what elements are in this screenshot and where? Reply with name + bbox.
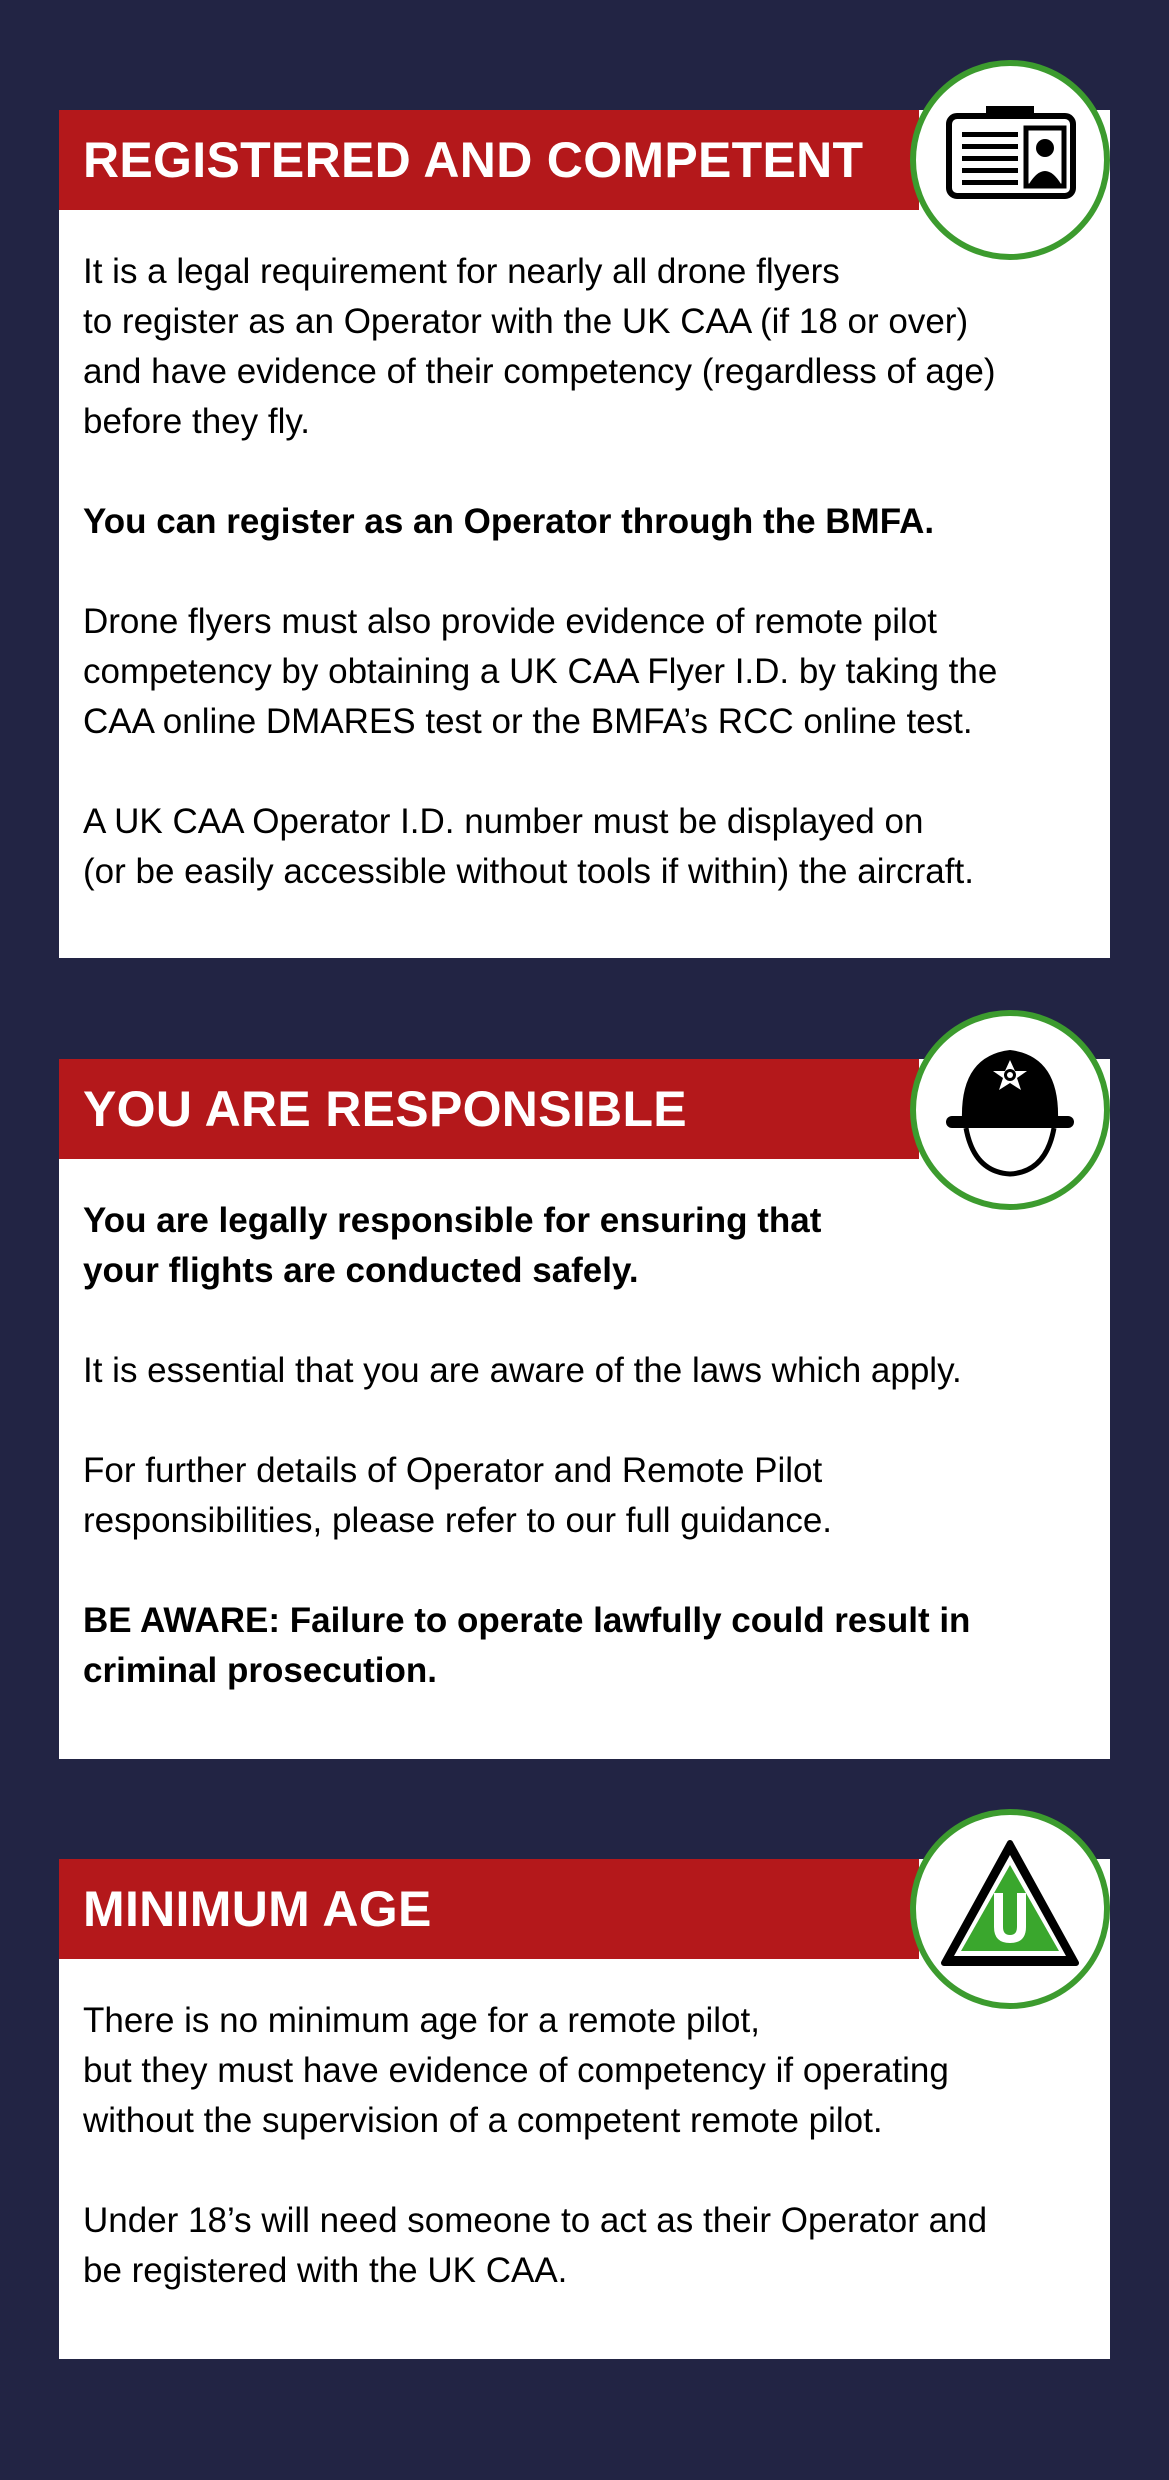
- paragraph: For further details of Operator and Remote Pilot responsibilities, please refer to our full guidance.: [83, 1451, 833, 1540]
- section-body: [83, 247, 1093, 897]
- paragraph-warning: BE AWARE: Failure to operate lawfully could result in criminal prosecution.: [83, 1601, 971, 1690]
- section-banner: [59, 110, 919, 210]
- paragraph: There is no minimum age for a remote pilot, but they must have evidence of competency if operating without the supervision of a competent remote pilot.: [83, 2001, 949, 2140]
- section-body: [83, 1196, 1093, 1696]
- paragraph-emphasis: You are legally responsible for ensuring that your flights are conducted safely.: [83, 1201, 822, 1290]
- section-banner: [59, 1859, 919, 1959]
- section-banner: [59, 1059, 919, 1159]
- paragraph: It is essential that you are aware of the laws which apply.: [83, 1351, 962, 1390]
- paragraph: It is a legal requirement for nearly all drone flyers to register as an Operator with the UK CAA (if 18 or over) and have evidence of their competency (regardless of age) before they fly.: [83, 252, 996, 441]
- paragraph: Under 18’s will need someone to act as their Operator and be registered with the UK CAA.: [83, 2201, 988, 2290]
- paragraph: Drone flyers must also provide evidence of remote pilot competency by obtaining a UK CAA Flyer I.D. by taking the CAA online DMARES test or the BMFA’s RCC online test.: [83, 602, 998, 741]
- u-rating-triangle-icon: [910, 1809, 1110, 2009]
- police-helmet-icon: [910, 1010, 1110, 1210]
- section-title: YOU ARE RESPONSIBLE: [83, 1081, 687, 1137]
- paragraph: A UK CAA Operator I.D. number must be displayed on (or be easily accessible without tools if within) the aircraft.: [83, 802, 974, 891]
- section-title: MINIMUM AGE: [83, 1881, 432, 1937]
- section-body: [83, 1996, 1093, 2296]
- id-card-icon: [910, 60, 1110, 260]
- section-title: REGISTERED AND COMPETENT: [83, 132, 864, 188]
- paragraph-emphasis: You can register as an Operator through the BMFA.: [83, 502, 935, 541]
